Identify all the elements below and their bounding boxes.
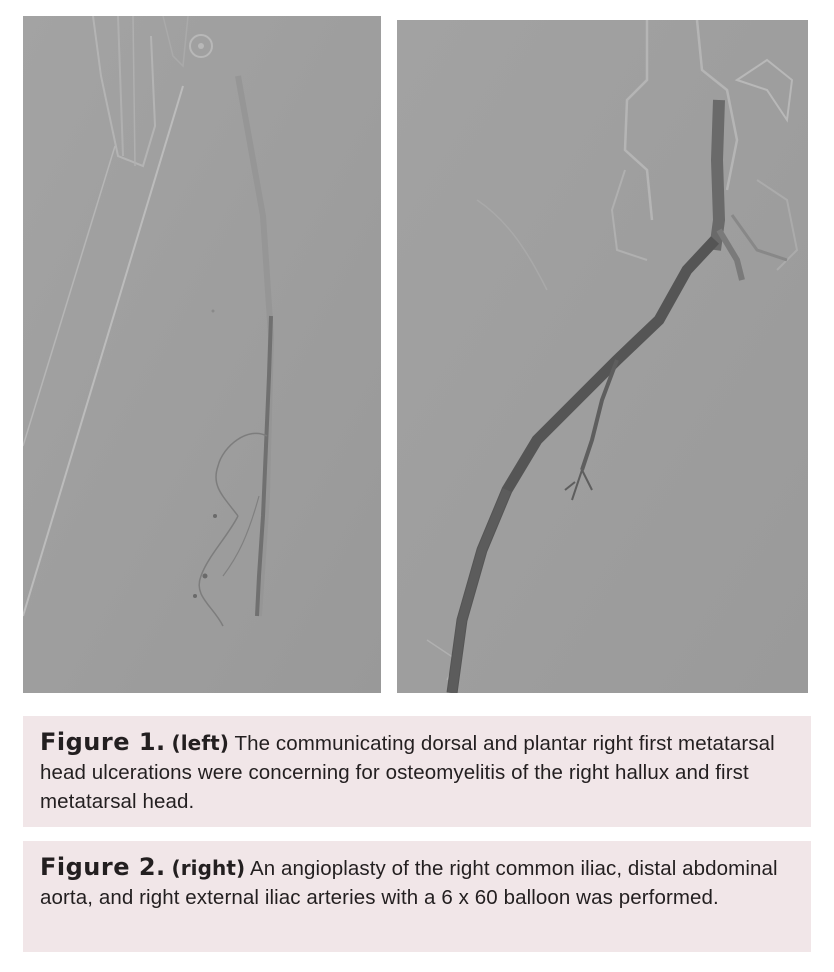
angiogram-right-image [397,20,808,693]
angiogram-left-graphic [23,16,381,693]
angiogram-left-image [23,16,381,693]
figure-2-label: Figure 2. [40,853,166,881]
figure-2-text: An angioplasty of the right common iliac, distal abdominal aorta, and right external iliac arteries with a 6 x 60 balloon was performed. [40,857,778,909]
figure-2-caption [23,841,811,952]
figure-1-label: Figure 1. [40,728,166,756]
angiogram-right-graphic [397,20,808,693]
figure-1-caption [23,716,811,827]
figure-2-side: (right) [171,856,246,880]
figure-1-side: (left) [171,731,230,755]
figure-1-text: The communicating dorsal and plantar right first metatarsal head ulcerations were concerning for osteomyelitis of the right hallux and first metatarsal head. [40,732,775,813]
